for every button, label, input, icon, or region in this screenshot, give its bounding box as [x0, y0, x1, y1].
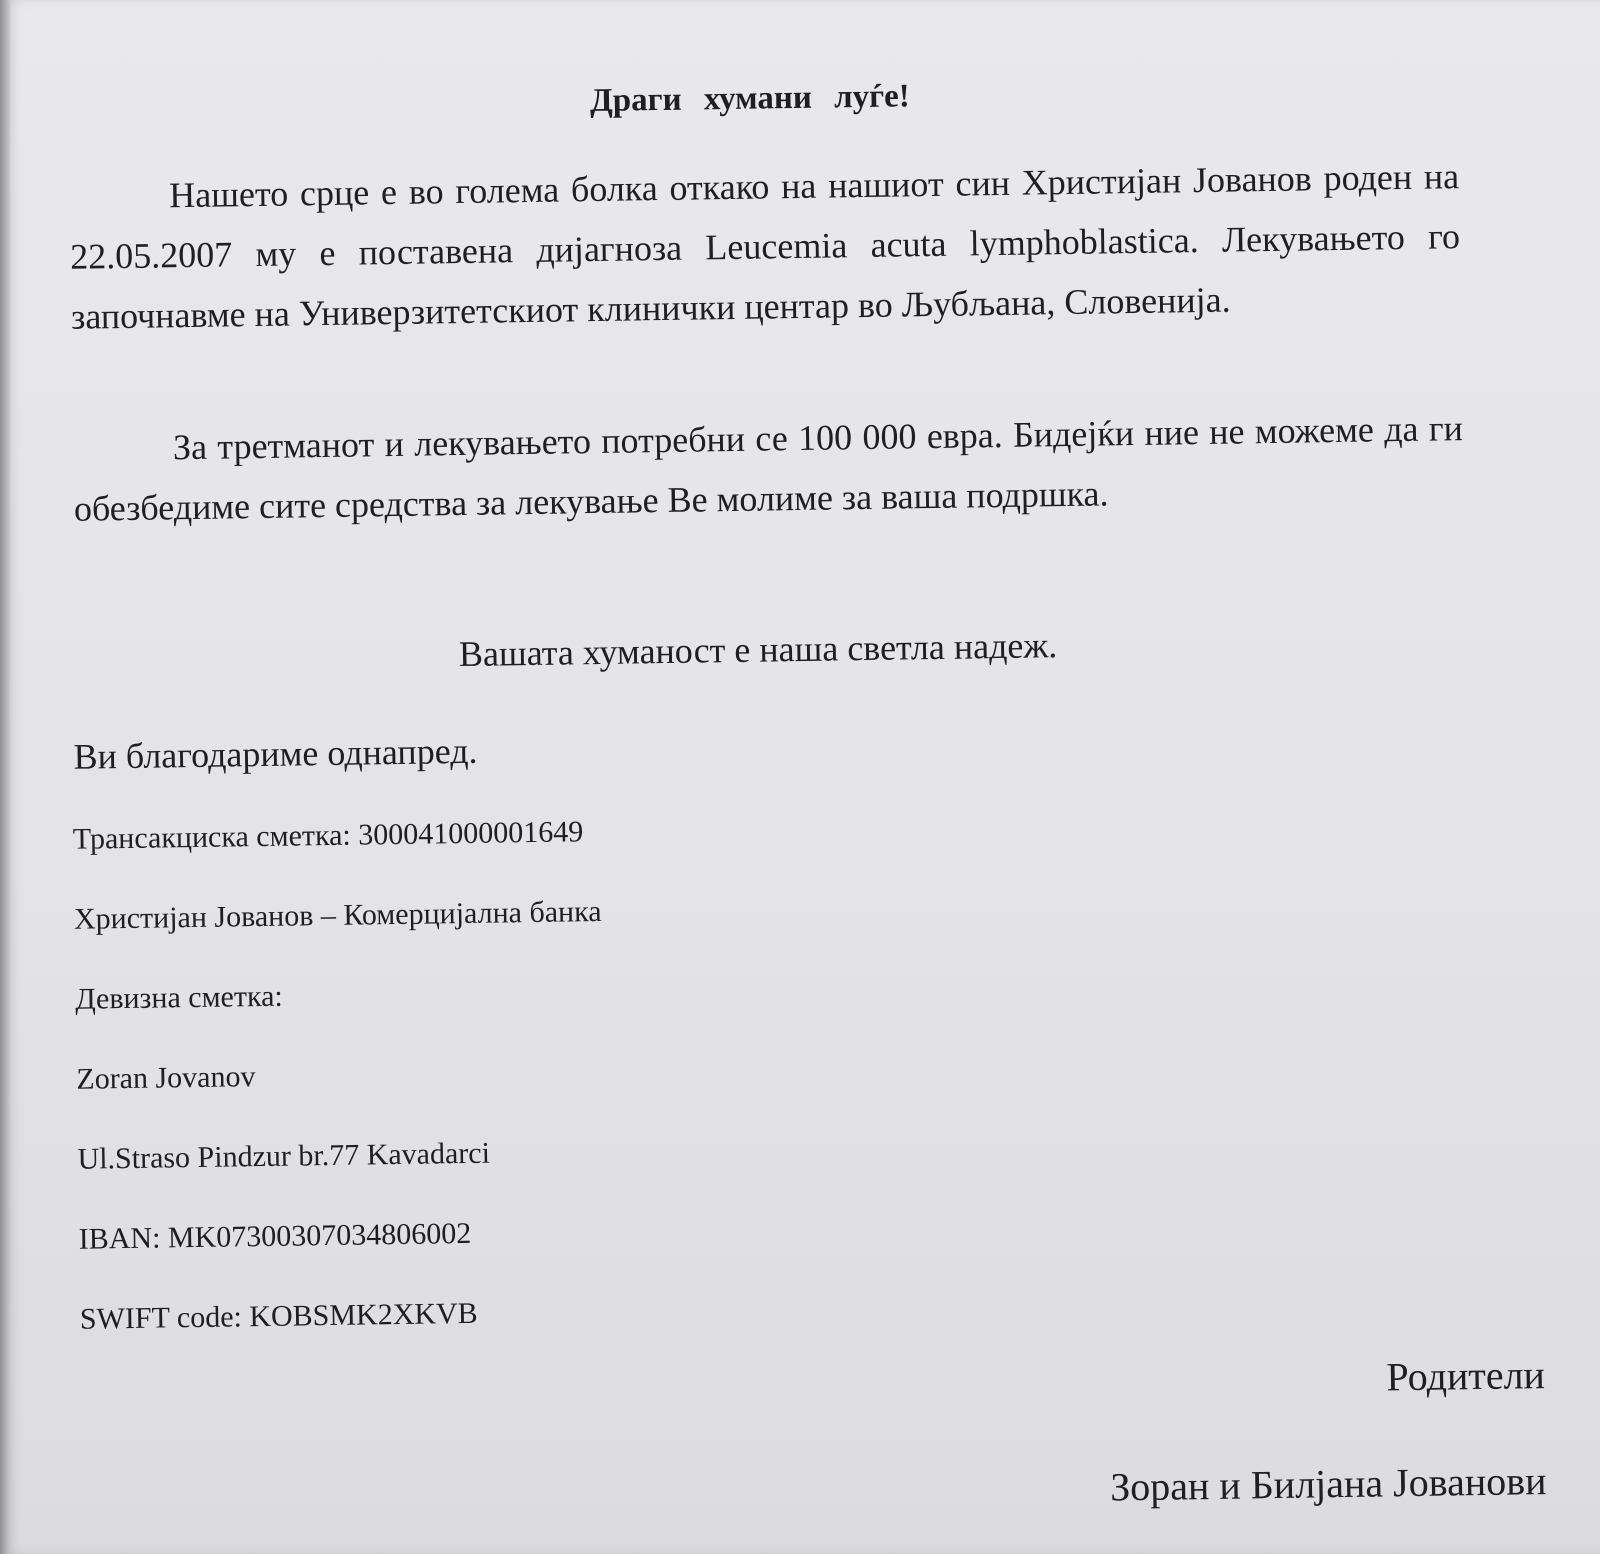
swift-line: SWIFT code: KOBSMK2XKVB [79, 1296, 478, 1336]
foreign-account-label: Девизна сметка: [74, 979, 283, 1016]
beneficiary-name: Zoran Jovanov [76, 1060, 256, 1096]
thanks-line: Ви благодариме однапред. [73, 730, 478, 777]
iban-line: IBAN: MK07300307034806002 [78, 1216, 472, 1256]
paragraph-request: За третманот и лекувањето потребни се 100 000 евра. Бидејќи ние не можеме да ги обезбедиме сите средства за лекување Ве молиме за ваша подршка. [73, 408, 1464, 529]
signature-names: Зоран и Билјана Јованови [1109, 1458, 1547, 1510]
signature-label: Родители [1386, 1352, 1546, 1400]
beneficiary-address: Ul.Straso Pindzur br.77 Kavadarci [77, 1136, 491, 1176]
letter-title: Драги хумани луѓе! [589, 78, 911, 120]
account-holder: Христијан Јованов – Комерцијална банка [73, 894, 602, 936]
transaction-account: Трансакциска сметка: 300041000001649 [72, 815, 584, 856]
paragraph-diagnosis: Нашето срце е во голема болка откако на нашиот син Христијан Јованов роден на 22.05.2007 му е поставена дијагноза Leucemia acuta lymphoblastica. Лекувањето го започнавме на Универзитетскиот клинички центар во Љубљана, Словенија. [69, 156, 1461, 337]
slogan-line: Вашата хуманост е наша светла надеж. [458, 625, 1058, 675]
